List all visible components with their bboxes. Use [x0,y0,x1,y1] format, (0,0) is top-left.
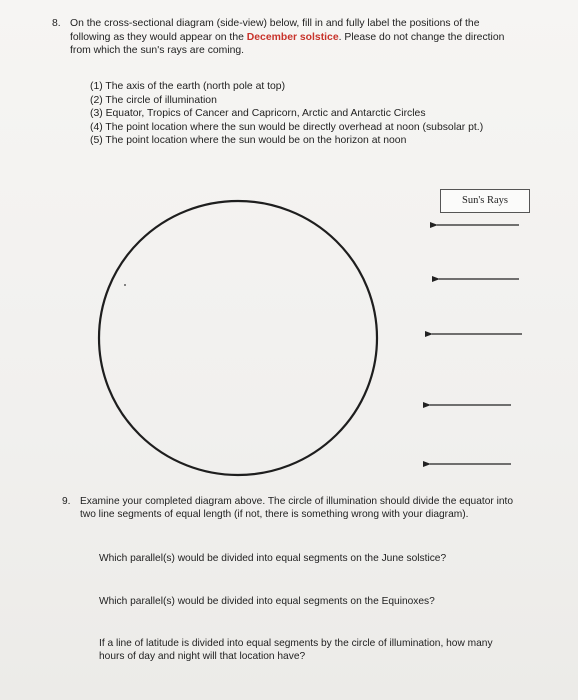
checklist-item-axis: (1) The axis of the earth (north pole at top) [90,81,286,92]
checklist-item-parallels: (3) Equator, Tropics of Cancer and Capricorn, Arctic and Antarctic Circles [90,108,426,120]
suns-rays-label: Sun's Rays [440,189,530,213]
earth-circle[interactable] [99,201,377,475]
checklist-item-horizon-point: (5) The point location where the sun would be on the horizon at noon [90,135,407,147]
question-8-outro: . Please do not change the direction from which the sun's rays are coming. [70,31,505,56]
december-solstice-highlight: December solstice [246,31,339,43]
question-9-prompt: Examine your completed diagram above. The circle of illumination should divide the equator into two line segments of equal length (if not, there is something wrong with your diagram). [80,496,514,521]
checklist-item-circle-of-illumination: (2) The circle of illumination [90,94,217,106]
pencil-dot [124,284,126,286]
question-9-number: 9. [62,496,71,507]
sun-rays [430,225,522,464]
question-9 [62,495,522,522]
question-8-number: 8. [52,18,61,29]
checklist-item-subsolar-point: (4) The point location where the sun would be directly overhead at noon (subsolar pt.) [90,121,484,133]
question-9-june-solstice: Which parallel(s) would be divided into equal segments on the June solstice? [99,553,447,564]
question-9-day-night-hours: If a line of latitude is divided into equal segments by the circle of illumination, how many hours of day and night will that location have? [99,638,493,663]
question-8-intro: On the cross-sectional diagram (side-view) below, fill in and fully label the positions of the following as they would appear on the [70,18,480,43]
question-9-equinoxes: Which parallel(s) would be divided into equal segments on the Equinoxes? [99,596,435,607]
